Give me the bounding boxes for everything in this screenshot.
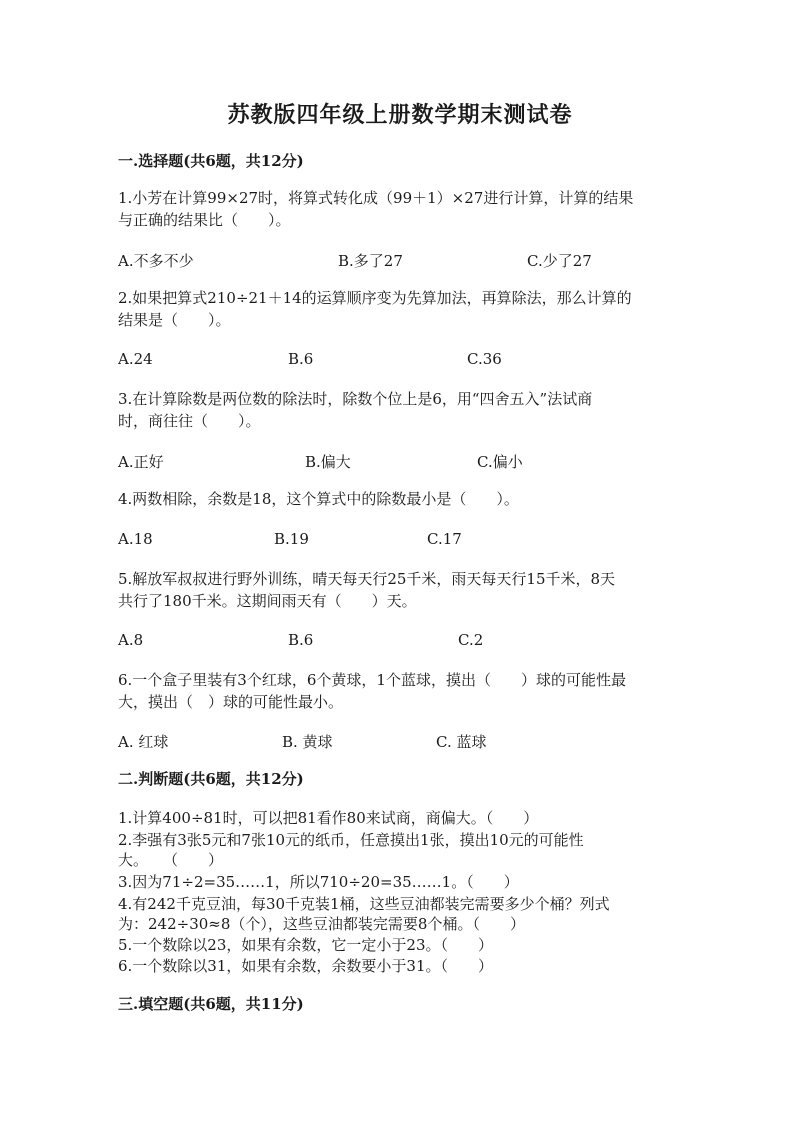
question-3-option-a: A.正好 [118,453,164,471]
question-5-line2: 共行了180千米。这期间雨天有（ ）天。 [118,592,417,610]
question-1-option-a: A.不多不少 [118,252,194,270]
question-5-option-a: A.8 [118,631,144,649]
section-heading-choice: 一.选择题(共6题，共12分) [118,152,304,170]
question-1-line2: 与正确的结果比（ ）。 [118,211,291,229]
page-title: 苏教版四年级上册数学期末测试卷 [227,102,573,128]
question-3-line1: 3.在计算除数是两位数的除法时，除数个位上是6，用“四舍五入”法试商 [118,390,593,408]
question-1-line1: 1.小芳在计算99×27时，将算式转化成（99＋1）×27进行计算，计算的结果 [118,189,634,207]
tf-line: 4.有242千克豆油，每30千克装1桶，这些豆油都装完需要多少个桶？列式 [118,895,610,913]
question-4-option-b: B.19 [274,530,309,548]
question-5-option-c: C.2 [458,631,484,649]
question-6-line1: 6.一个盒子里装有3个红球，6个黄球，1个蓝球，摸出（ ）球的可能性最 [118,671,626,689]
tf-line: 1.计算400÷81时，可以把81看作80来试商，商偏大。（ ） [118,809,539,827]
question-4-option-c: C.17 [427,530,462,548]
tf-line: 6.一个数除以31，如果有余数，余数要小于31。（ ） [118,957,493,975]
question-3-option-c: C.偏小 [477,453,523,471]
question-6-option-c: C. 蓝球 [436,733,487,751]
tf-line: 2.李强有3张5元和7张10元的纸币，任意摸出1张，摸出10元的可能性 [118,831,584,849]
question-3-line2: 时，商往往（ ）。 [118,412,261,430]
question-1-option-c: C.少了27 [527,252,592,270]
tf-line: 为：242÷30≈8（个），这些豆油都装完需要8个桶。（ ） [118,915,525,933]
section-heading-true-false: 二.判断题(共6题，共12分) [118,770,304,788]
tf-line: 3.因为71÷2=35……1，所以710÷20=35……1。（ ） [118,873,519,891]
question-1-option-b: B.多了27 [338,252,403,270]
question-2-option-a: A.24 [118,350,153,368]
question-2-option-c: C.36 [467,350,502,368]
question-2-option-b: B.6 [288,350,314,368]
question-5-option-b: B.6 [288,631,314,649]
tf-line: 大。 （ ） [118,851,224,869]
question-2-line1: 2.如果把算式210÷21＋14的运算顺序变为先算加法，再算除法，那么计算的 [118,289,632,307]
question-6-option-b: B. 黄球 [282,733,333,751]
question-2-line2: 结果是（ ）。 [118,311,231,329]
question-6-line2: 大，摸出（ ）球的可能性最小。 [118,693,344,711]
question-5-line1: 5.解放军叔叔进行野外训练，晴天每天行25千米，雨天每天行15千米，8天 [118,570,616,588]
section-heading-fill-blank: 三.填空题(共6题，共11分) [118,995,304,1013]
question-4-option-a: A.18 [118,530,153,548]
question-3-option-b: B.偏大 [305,453,351,471]
tf-line: 5.一个数除以23，如果有余数，它一定小于23。（ ） [118,936,493,954]
question-6-option-a: A. 红球 [118,733,169,751]
question-4-line1: 4.两数相除，余数是18，这个算式中的除数最小是（ ）。 [118,490,519,508]
